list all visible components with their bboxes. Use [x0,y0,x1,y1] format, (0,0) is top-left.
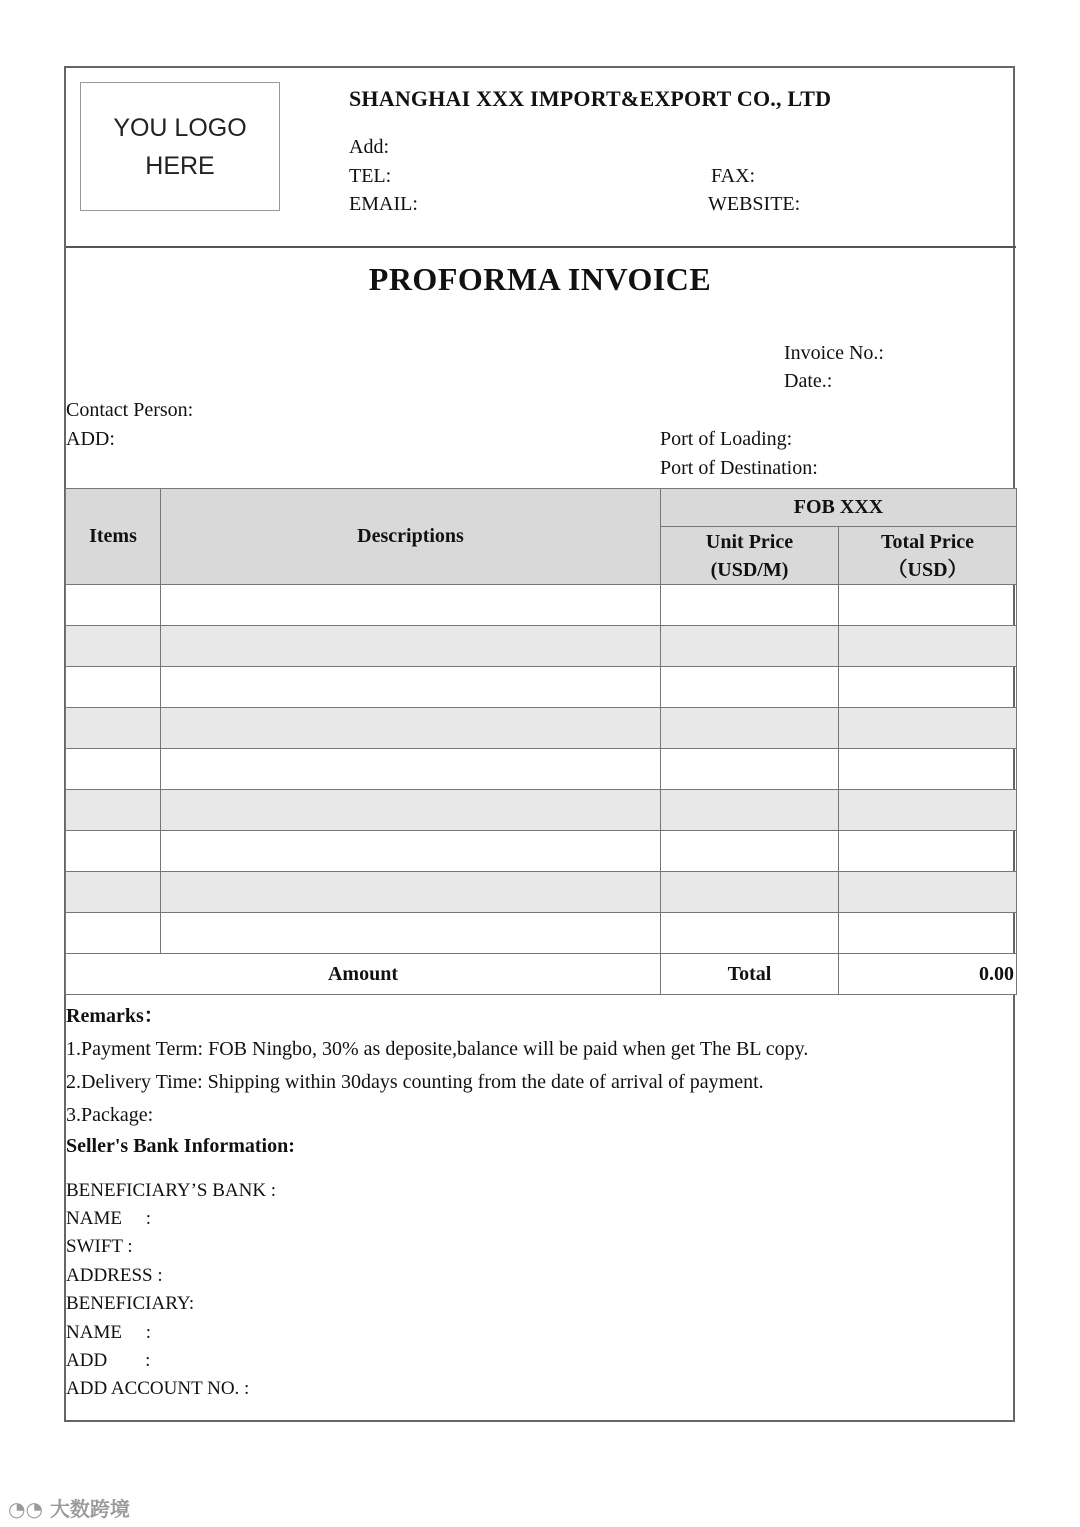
beneficiary-name-label: NAME : [66,1322,151,1343]
description-cell[interactable] [161,626,661,667]
unit-price-header-line1: Unit Price [705,530,794,553]
total-price-cell[interactable] [839,913,1017,954]
unit-price-cell[interactable] [661,749,839,790]
logo-placeholder [80,82,280,211]
item-cell[interactable] [66,831,161,872]
bank-info-title: Seller's Bank Information: [66,1135,295,1157]
watermark-text: 大数跨境 [49,1497,130,1521]
items-column-header: Items [66,489,161,585]
beneficiary-bank-label: BENEFICIARY’S BANK : [66,1180,277,1201]
remark-payment-term: 1.Payment Term: FOB Ningbo, 30% as deposite,balance will be paid when get The BL copy. [66,1038,809,1060]
header-divider [66,246,1016,248]
table-row [66,790,1017,831]
unit-price-cell[interactable] [661,585,839,626]
unit-price-cell[interactable] [661,708,839,749]
total-price-cell[interactable] [839,708,1017,749]
fob-group-header: FOB XXX [661,489,1017,527]
total-value: 0.00 [839,954,1017,995]
item-cell[interactable] [66,626,161,667]
contact-person-label: Contact Person: [66,399,194,421]
company-fax-label: FAX: [711,165,756,187]
total-price-cell[interactable] [839,790,1017,831]
table-row [66,831,1017,872]
total-price-header-line1: Total Price [880,530,975,553]
descriptions-column-header: Descriptions [161,489,661,585]
table-row [66,708,1017,749]
invoice-items-table [65,488,1017,995]
table-header-row [66,489,1017,527]
total-price-header-line2: （USD） [887,558,968,581]
beneficiary-add-label: ADD : [66,1350,151,1371]
description-cell[interactable] [161,708,661,749]
unit-price-header-line2: (USD/M) [710,558,789,581]
unit-price-column-header [661,527,839,585]
item-cell[interactable] [66,872,161,913]
port-of-destination-label: Port of Destination: [660,457,818,479]
item-cell[interactable] [66,790,161,831]
invoice-date-label: Date.: [784,370,833,392]
company-name: SHANGHAI XXX IMPORT&EXPORT CO., LTD [349,86,832,111]
description-cell[interactable] [161,790,661,831]
item-cell[interactable] [66,749,161,790]
total-price-column-header [839,527,1017,585]
table-row [66,913,1017,954]
unit-price-cell[interactable] [661,913,839,954]
buyer-address-label: ADD: [66,428,115,450]
watermark-icon: ◔◔ [8,1497,50,1521]
remark-package: 3.Package: [66,1104,154,1126]
item-cell[interactable] [66,913,161,954]
table-total-row [66,954,1017,995]
remark-delivery-time: 2.Delivery Time: Shipping within 30days counting from the date of arrival of payment. [66,1071,764,1093]
table-row [66,872,1017,913]
unit-price-cell[interactable] [661,667,839,708]
total-price-cell[interactable] [839,872,1017,913]
description-cell[interactable] [161,872,661,913]
logo-text-line2: HERE [145,151,215,180]
company-address-label: Add: [349,136,389,158]
description-cell[interactable] [161,585,661,626]
beneficiary-label: BENEFICIARY: [66,1293,195,1314]
description-cell[interactable] [161,913,661,954]
unit-price-cell[interactable] [661,872,839,913]
account-number-label: ADD ACCOUNT NO. : [66,1378,250,1399]
swift-label: SWIFT : [66,1236,133,1257]
company-website-label: WEBSITE: [708,193,801,215]
bank-name-label: NAME : [66,1208,151,1229]
table-row [66,626,1017,667]
item-cell[interactable] [66,585,161,626]
total-price-cell[interactable] [839,749,1017,790]
logo-text-line1: YOU LOGO [113,113,247,142]
item-cell[interactable] [66,667,161,708]
remarks-title: Remarks： [66,1005,164,1027]
document-title: PROFORMA INVOICE [368,261,712,297]
description-cell[interactable] [161,667,661,708]
unit-price-cell[interactable] [661,626,839,667]
table-row [66,749,1017,790]
company-email-label: EMAIL: [349,193,418,215]
total-label: Total [661,954,839,995]
total-price-cell[interactable] [839,585,1017,626]
total-price-cell[interactable] [839,667,1017,708]
amount-label: Amount [66,954,661,995]
watermark [8,1493,130,1522]
table-row [66,585,1017,626]
bank-address-label: ADDRESS : [66,1265,163,1286]
port-of-loading-label: Port of Loading: [660,428,793,450]
company-tel-label: TEL: [349,165,392,187]
total-price-cell[interactable] [839,626,1017,667]
table-row [66,667,1017,708]
description-cell[interactable] [161,831,661,872]
item-cell[interactable] [66,708,161,749]
unit-price-cell[interactable] [661,790,839,831]
total-price-cell[interactable] [839,831,1017,872]
description-cell[interactable] [161,749,661,790]
unit-price-cell[interactable] [661,831,839,872]
invoice-number-label: Invoice No.: [784,342,884,364]
